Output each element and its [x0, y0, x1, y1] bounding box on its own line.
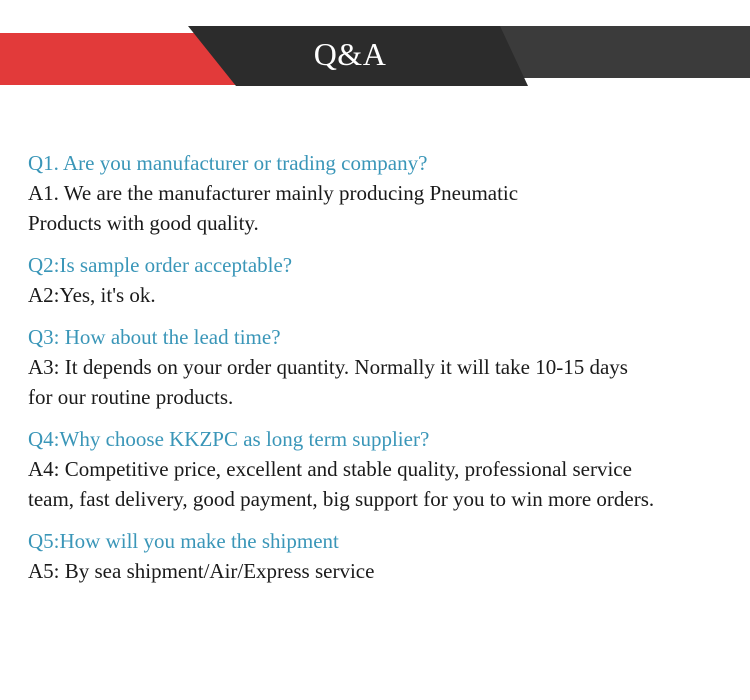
faq-list [28, 148, 738, 598]
faq-question: Q3: How about the lead time? [28, 325, 281, 349]
faq-item [28, 148, 738, 238]
faq-answer-line: A4: Competitive price, excellent and stable quality, professional service [28, 457, 632, 481]
faq-answer [28, 280, 738, 310]
faq-answer-line: A1. We are the manufacturer mainly producing Pneumatic [28, 181, 519, 205]
faq-answer [28, 352, 738, 412]
faq-answer-line: for our routine products. [28, 385, 234, 409]
page-title: Q&A [313, 36, 387, 72]
qa-banner [0, 0, 750, 95]
faq-answer-line: A5: By sea shipment/Air/Express service [28, 559, 375, 583]
faq-answer-line: team, fast delivery, good payment, big support for you to win more orders. [28, 487, 655, 511]
faq-question: Q1. Are you manufacturer or trading company? [28, 151, 428, 175]
faq-item [28, 526, 738, 586]
faq-answer-line: A3: It depends on your order quantity. Normally it will take 10-15 days [28, 355, 628, 379]
faq-answer [28, 454, 738, 514]
faq-question: Q2:Is sample order acceptable? [28, 253, 293, 277]
faq-question: Q4:Why choose KKZPC as long term supplier? [28, 427, 430, 451]
faq-item [28, 250, 738, 310]
faq-question: Q5:How will you make the shipment [28, 529, 339, 553]
faq-item [28, 322, 738, 412]
faq-answer-line: A2:Yes, it's ok. [28, 283, 156, 307]
faq-answer [28, 556, 738, 586]
faq-answer [28, 178, 738, 238]
faq-item [28, 424, 738, 514]
faq-answer-line: Products with good quality. [28, 211, 259, 235]
